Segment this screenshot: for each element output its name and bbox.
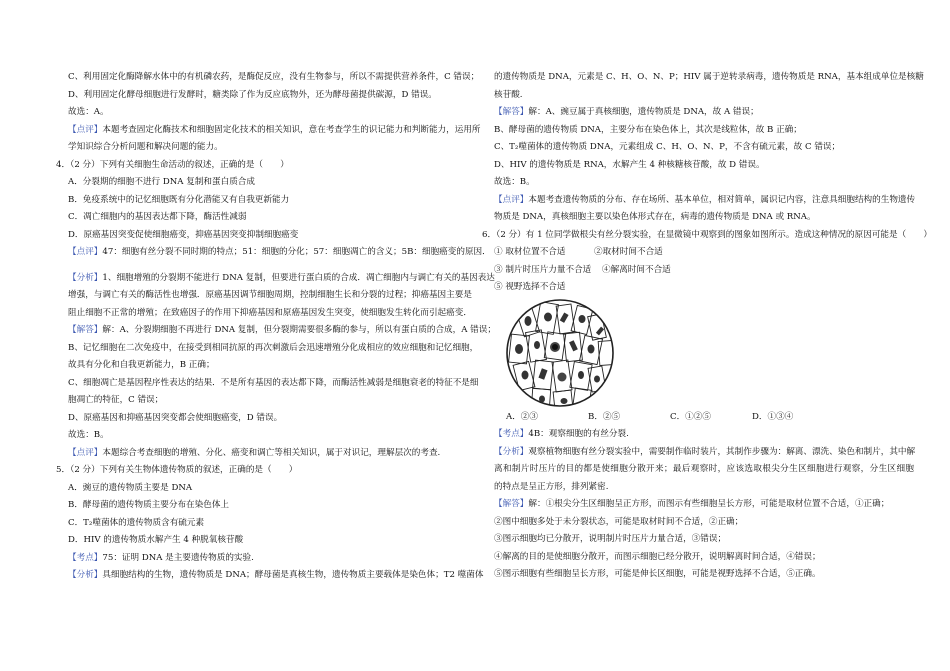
q3-answer: 故选：A。 [68, 107, 109, 117]
q4-review: 【点评】本题综合考查细胞的增殖、分化、癌变和调亡等相关知识，属于对识记，理解层次的考查. [68, 447, 441, 458]
q4-knowledge-point: 【点评】47：细胞有丝分裂不同时期的特点；51：细胞的分化；57：细胞凋亡的含义；5B：细胞癌变的原因． [68, 247, 491, 257]
q5-analysis-cont: 核苷酸. [494, 89, 523, 100]
q4-solution-cont: B、记忆细胞在二次免疫中，在接受到相同抗原的再次刺激后会迅速增殖分化成相应的效应细胞和记忆细胞， [68, 342, 479, 353]
solution-tag: 【解答】 [68, 325, 103, 335]
q5-review-cont: 物质是 DNA，真核细胞主要以染色体形式存在，病毒的遗传物质是 DNA 或 RNA。 [494, 212, 816, 222]
q4-answer: 故选：B。 [68, 430, 109, 440]
q6-analysis: 【分析】观察植物细胞有丝分裂实验中，需要制作临时装片，其制作步骤为：解离、漂洗、染色和制片，其中解 [494, 446, 916, 457]
q6-solution: 【解答】解：①根尖分生区细胞呈正方形，而图示有些细胞呈长方形，可能是取材位置不合适，①正确； [494, 499, 890, 509]
q4-option-c: C．凋亡细胞内的基因表达都下降，酶活性减弱 [68, 212, 247, 222]
q5-knowledge-point: 【考点】75：证明 DNA 是主要遗传物质的实验. [68, 552, 254, 563]
q6-choice-2: ②取材时间不合适 [594, 247, 663, 257]
q6-choice-3: ③ 制片时压片力量不合适 [494, 264, 592, 275]
q5-solution-cont: D、HIV 的遗传物质是 RNA，水解产生 4 种核糖核苷酸，故 D 错误。 [494, 159, 765, 170]
q3-review-cont: 学知识综合分析问题和解决问题的能力。 [68, 142, 223, 152]
q4-option-a: A．分裂期的细胞不进行 DNA 复制和蛋白质合成 [68, 177, 255, 187]
q4-solution-cont: D、原癌基因和抑癌基因突变都会使细胞癌变，D 错误。 [68, 412, 283, 423]
analysis-tag: 【分析】 [494, 446, 529, 457]
kp-tag: 【考点】 [68, 552, 103, 563]
review-tag: 【点评】 [494, 194, 529, 205]
q4-solution-cont: C、细胞凋亡是基因程序性表达的结果．不是所有基因的表达都下降，而酶活性减弱是细胞衰老的特征不是细 [68, 377, 479, 388]
kp-tag: 【点评】 [68, 247, 103, 257]
q5-solution-cont: B、酵母菌的遗传物质 DNA，主要分布在染色体上，其次是线粒体，故 B 正确； [494, 124, 802, 135]
q4-solution-cont: 胞凋亡的特征，C 错误； [68, 395, 164, 405]
microscope-figure [494, 297, 914, 409]
q6-choice-1: ① 取材位置不合适 [494, 247, 566, 257]
review-tag: 【点评】 [68, 447, 103, 458]
q3-option-c-analysis: C、利用固定化酶降解水体中的有机磷农药，是酶促反应，没有生物参与，所以不需提供营养条件，C 错误； [68, 72, 480, 82]
q6-knowledge-point: 【考点】4B：观察细胞的有丝分裂. [494, 429, 629, 439]
analysis-tag: 【分析】 [68, 570, 103, 580]
q4-option-b: B．免疫系统中的记忆细胞既有分化潜能又有自我更新能力 [68, 194, 290, 205]
q3-option-d-analysis: D、利用固定化酵母细胞进行发酵时，糖类除了作为反应底物外，还为酵母菌提供碳源，D 错误。 [68, 89, 437, 100]
q4-option-d: D．原癌基因突变促使细胞癌变，抑癌基因突变抑制细胞癌变 [68, 229, 299, 240]
q6-solution-cont: ③图示细胞均已分散开，说明制片时压片力量合适，③错误； [494, 534, 727, 544]
q5-option-b: B．酵母菌的遗传物质主要分布在染色体上 [68, 500, 230, 510]
kp-tag: 【考点】 [494, 429, 529, 439]
microscope-view-image [498, 297, 628, 409]
q6-analysis-cont: 的特点是呈正方形，排列紧密. [494, 481, 609, 492]
q5-analysis-cont: 的遗传物质是 DNA，元素是 C、H、O、N、P；HIV 属于逆转录病毒，遗传物质是 RNA，基本组成单位是核糖 [494, 72, 924, 82]
q6-solution-cont: ②图中细胞多处于未分裂状态，可能是取材时间不合适，②正确； [494, 516, 744, 527]
q6-option-d: D．①③④ [752, 411, 794, 422]
q6-choice-4: ④解离时间不合适 [602, 264, 671, 275]
solution-tag: 【解答】 [494, 499, 529, 509]
q6-solution-cont: ⑤图示细胞有些细胞呈长方形，可能是伸长区细胞，可能是视野选择不合适，⑤正确。 [494, 569, 821, 579]
q4-solution: 【解答】解：A、分裂期细胞不再进行 DNA 复制，但分裂期需要很多酶的参与，所以有蛋白质的合成，A 错误； [68, 325, 496, 335]
q4-solution-cont: 故具有分化和自我更新能力，B 正确； [68, 360, 215, 370]
q6-solution-cont: ④解离的目的是使细胞分散开，而图示细胞已经分散开，说明解离时间合适，④错误； [494, 551, 821, 562]
q5-stem: 5．（2 分）下列有关生物体遗传物质的叙述，正确的是（ ） [56, 465, 298, 475]
q6-analysis-cont: 离和制片时压片的目的都是使细胞分散开来；最后观察时，应该选取根尖分生区细胞进行观察，分生区细胞 [494, 464, 914, 474]
review-tag: 【点评】 [68, 124, 103, 135]
right-column [482, 0, 932, 584]
q4-analysis-cont: 阻止细胞不正常的增殖；在致癌因子的作用下抑癌基因和原癌基因发生突变，使细胞发生转化而引起癌变． [68, 307, 472, 318]
q3-review: 【点评】本题考查固定化酶技术和细胞固定化技术的相关知识，意在考查学生的识记能力和判断能力，运用所 [68, 124, 481, 135]
q6-choice-5: ⑤ 视野选择不合适 [494, 282, 566, 292]
solution-tag: 【解答】 [494, 107, 529, 117]
q5-option-d: D．HIV 的遗传物质水解产生 4 种脱氧核苷酸 [68, 535, 244, 545]
q6-option-a: A．②③ [506, 411, 538, 422]
q6-stem: 6．（2 分）有 1 位同学做根尖有丝分裂实验，在显微镜中观察到的图象如图所示。造成这种情况的原因可能是（ ） [482, 229, 932, 240]
q5-analysis: 【分析】具细胞结构的生物，遗传物质是 DNA；酵母菌是真核生物，遗传物质主要载体是染色体；T2 噬菌体 [68, 570, 484, 580]
left-column [56, 0, 496, 585]
q5-solution: 【解答】解：A、豌豆属于真核细胞，遗传物质是 DNA，故 A 错误； [494, 107, 759, 117]
q4-stem: 4．（2 分）下列有关细胞生命活动的叙述，正确的是（ ） [56, 159, 289, 170]
q4-analysis-cont: 增强，与调亡有关的酶活性也增强．原癌基因调节细胞周期，控制细胞生长和分裂的过程；抑癌基因主要是 [68, 290, 472, 300]
q5-solution-cont: C、T₂噬菌体的遗传物质 DNA，元素组成 C、H、O、N、P，不含有硫元素，故 C 错误； [494, 142, 841, 152]
q6-choices-row-2 [494, 262, 914, 280]
q5-answer: 故选：B。 [494, 177, 535, 187]
q5-review: 【点评】本题考查遗传物质的分布、存在场所、基本单位，相对简单，属识记内容，注意具细胞结构的生物遗传 [494, 194, 916, 205]
q6-choices-row-1 [494, 244, 914, 262]
q5-option-c: C．T₂噬菌体的遗传物质含有硫元素 [68, 517, 205, 528]
q4-analysis: 【分析】1、细胞增殖的分裂期不能进行 DNA 复制，但要进行蛋白质的合成．凋亡细胞内与调亡有关的基因表达 [68, 272, 495, 283]
q6-option-c: C．①②⑤ [670, 411, 711, 422]
q6-option-b: B．②⑤ [588, 411, 621, 422]
q6-answer-options [494, 409, 914, 427]
q5-option-a: A．豌豆的遗传物质主要是 DNA [68, 482, 193, 493]
analysis-tag: 【分析】 [68, 272, 103, 283]
